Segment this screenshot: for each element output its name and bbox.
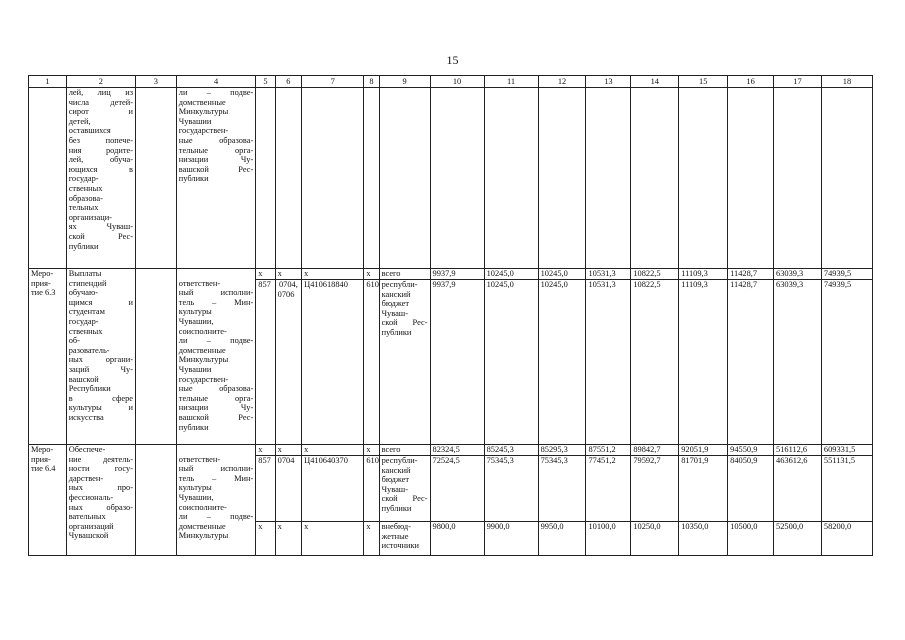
cell-measure-name-line: культуры и — [68, 403, 134, 413]
budget-table — [28, 75, 873, 556]
cell-value-2031-2035 — [821, 445, 872, 456]
cell-value-2026-2030 — [774, 269, 822, 280]
column-number-row — [29, 76, 873, 88]
cell-measure-name-line: лей, обуча- — [68, 155, 134, 165]
cell-empty — [379, 88, 430, 269]
cell-empty — [364, 88, 379, 269]
cell-executor-line: Чувашии, — [178, 492, 214, 502]
cell-section-line: 0704 — [277, 456, 295, 465]
cell-empty — [256, 88, 275, 269]
cell-target-article — [302, 456, 364, 522]
column-number-6: 6 — [275, 76, 302, 88]
cell-measure-name-line: вательных — [68, 512, 106, 522]
cell-value-2026-2030 — [774, 280, 822, 445]
cell-empty — [728, 88, 774, 269]
cell-value-2026-2030 — [774, 522, 822, 556]
cell-measure-name-line: в сфере — [68, 393, 134, 403]
cell-executor-line: соисполните- — [178, 502, 227, 512]
cell-section-line: 0706 — [277, 289, 295, 299]
cell-value-2025-line: 11428,7 — [730, 280, 758, 289]
cell-expense-type — [364, 522, 379, 556]
cell-empty — [631, 88, 679, 269]
cell-section-line: 0704, — [278, 280, 298, 289]
cell-measure-name-line: ния родите- — [68, 145, 134, 155]
cell-executor — [176, 269, 256, 445]
cell-empty — [275, 88, 302, 269]
cell-value-2031-2035-line: 58200,0 — [823, 522, 852, 531]
cell-measure-name-line: заций Чу- — [68, 364, 134, 374]
column-number-5: 5 — [256, 76, 275, 88]
cell-grbs-line: 857 — [258, 280, 271, 289]
cell-executor-line: домственные — [178, 97, 226, 107]
cell-value-2024-line: 92051,9 — [681, 445, 709, 454]
cell-value-2031-2035 — [821, 280, 872, 445]
cell-grbs-line: x — [258, 445, 263, 454]
cell-funding-source-line: ской Рес- — [381, 494, 428, 504]
cell-funding-source-line: источники — [381, 541, 420, 551]
cell-value-2025 — [728, 269, 774, 280]
cell-value-2019 — [430, 280, 484, 445]
cell-value-2025 — [728, 456, 774, 522]
cell-value-2019 — [430, 456, 484, 522]
cell-value-2031-2035 — [821, 269, 872, 280]
cell-value-2019 — [430, 522, 484, 556]
cell-section-line: x — [277, 522, 282, 531]
cell-measure-name-line: ющихся в — [68, 164, 134, 174]
cell-value-2026-2030-line: 463612,6 — [776, 456, 808, 465]
cell-executor-line: государствен- — [178, 126, 229, 136]
cell-value-2025-line: 84050,9 — [730, 456, 758, 465]
cell-value-2023 — [631, 445, 679, 456]
cell-grbs — [256, 456, 275, 522]
cell-value-2025-line: 10500,0 — [730, 522, 758, 531]
cell-value-2020-line: 10245,0 — [486, 280, 514, 289]
cell-value-2031-2035 — [821, 522, 872, 556]
cell-value-2023 — [631, 522, 679, 556]
cell-funding-source-line: канский — [381, 465, 411, 475]
cell-section-line: x — [277, 445, 282, 454]
cell-executor-line: ные образова- — [178, 135, 254, 145]
cell-funding-source-line: канский — [381, 289, 411, 299]
cell-measure-id — [29, 445, 67, 556]
cell-measure-name — [66, 269, 135, 445]
cell-value-2023-line: 79592,7 — [633, 456, 661, 465]
cell-value-2024-line: 11109,3 — [681, 280, 708, 289]
cell-target-article-line: x — [304, 522, 309, 531]
cell-value-2021-line: 10245,0 — [540, 269, 568, 278]
cell-funding-source — [379, 522, 430, 556]
cell-value-2021-line: 75345,3 — [540, 456, 568, 465]
cell-value-2022-line: 77451,2 — [588, 456, 616, 465]
cell-measure-name-line: публики — [68, 241, 99, 251]
cell-executor — [176, 88, 256, 269]
cell-measure-name-line: фессиональ- — [68, 492, 114, 502]
cell-measure-name-line: организаций — [68, 521, 114, 531]
cell-value-2023-line: 10822,5 — [633, 269, 661, 278]
column-number-17: 17 — [774, 76, 822, 88]
cell-empty — [774, 88, 822, 269]
cell-executor-line — [179, 269, 254, 279]
cell-value-2026-2030-line: 63039,3 — [776, 280, 804, 289]
cell-expense-type-line: 610 — [366, 456, 379, 465]
column-number-8: 8 — [364, 76, 379, 88]
cell-value-2025-line: 11428,7 — [730, 269, 758, 278]
cell-funding-source-line: бюджет — [381, 299, 409, 309]
cell-measure-name-line: Обеспече- — [68, 445, 106, 454]
column-number-1: 1 — [29, 76, 67, 88]
cell-value-2022-line: 10100,0 — [588, 522, 616, 531]
cell-executor-line: Чувашии — [178, 116, 212, 126]
cell-executor-line: ный исполни- — [178, 464, 254, 474]
cell-section — [275, 456, 302, 522]
cell-value-2023 — [631, 269, 679, 280]
cell-measure-name-line: ственных — [68, 326, 103, 336]
cell-value-2021 — [538, 280, 586, 445]
cell-measure-id-line: прия- — [31, 454, 51, 464]
cell-value-2019-line: 9800,0 — [432, 522, 456, 531]
cell-value-2022 — [586, 456, 631, 522]
cell-expense-type-line: x — [366, 445, 371, 454]
column-number-13: 13 — [586, 76, 631, 88]
cell-funding-source-line: всего — [381, 445, 401, 454]
cell-funding-source-line: внебюд- — [381, 522, 411, 531]
cell-executor-line: тельные орга- — [178, 393, 254, 403]
cell-empty — [586, 88, 631, 269]
cell-funding-source-line: жетные — [381, 531, 409, 541]
cell-measure-name-line: ской Рес- — [68, 231, 134, 241]
column-number-10: 10 — [430, 76, 484, 88]
cell-section — [275, 280, 302, 445]
cell-executor-line — [179, 445, 254, 455]
cell-funding-source-line: бюджет — [381, 475, 409, 485]
cell-value-2024-line: 10350,0 — [681, 522, 709, 531]
cell-value-2023 — [631, 280, 679, 445]
cell-executor-line: культуры — [178, 307, 212, 317]
cell-value-2023 — [631, 456, 679, 522]
cell-grbs — [256, 522, 275, 556]
cell-value-2023-line: 89842,7 — [633, 445, 661, 454]
cell-measure-name-line: оставшихся — [68, 126, 111, 136]
page-number: 15 — [446, 53, 459, 67]
cell-col3 — [136, 88, 177, 269]
column-number-9: 9 — [379, 76, 430, 88]
cell-measure-name-line: организаци- — [68, 212, 112, 222]
cell-executor-line: Минкультуры — [178, 355, 229, 365]
cell-measure-name-line: государ- — [68, 316, 99, 326]
cell-funding-source-line: республи- — [381, 280, 418, 289]
cell-value-2021 — [538, 456, 586, 522]
cell-measure-id — [29, 269, 67, 445]
cell-executor-line: домственные — [178, 521, 226, 531]
cell-value-2024 — [679, 269, 728, 280]
cell-measure-name-line: ние деятель- — [68, 454, 134, 464]
cell-executor-line: ли – подве- — [178, 336, 254, 346]
cell-value-2023-line: 10822,5 — [633, 280, 661, 289]
cell-expense-type — [364, 445, 379, 456]
cell-value-2025 — [728, 280, 774, 445]
cell-measure-name-line: щимся и — [68, 297, 134, 307]
column-number-4: 4 — [176, 76, 256, 88]
cell-value-2022 — [586, 522, 631, 556]
cell-funding-source-line: Чуваш- — [381, 484, 409, 494]
cell-empty — [821, 88, 872, 269]
cell-executor-line: ли – подве- — [178, 512, 254, 522]
cell-measure-name-line: без попече- — [68, 135, 134, 145]
column-number-14: 14 — [631, 76, 679, 88]
cell-value-2021-line: 9950,0 — [540, 522, 564, 531]
cell-measure-name — [66, 88, 135, 269]
cell-measure-name-line: об- — [68, 336, 80, 346]
cell-value-2020-line: 85245,3 — [486, 445, 514, 454]
cell-value-2031-2035-line: 609331,5 — [823, 445, 856, 454]
cell-executor-line: тель – Мин- — [178, 473, 254, 483]
cell-funding-source — [379, 445, 430, 456]
cell-measure-name-line: разователь- — [68, 345, 110, 355]
cell-section — [275, 269, 302, 280]
cell-section-line: x — [277, 269, 282, 278]
cell-value-2020 — [484, 456, 538, 522]
cell-measure-name-line: ных органи- — [68, 355, 134, 365]
cell-empty — [679, 88, 728, 269]
cell-executor-line: низации Чу- — [178, 155, 254, 165]
cell-funding-source-line: республи- — [381, 456, 418, 465]
cell-value-2025 — [728, 522, 774, 556]
cell-measure-name-line: ности госу- — [68, 464, 134, 474]
cell-value-2024 — [679, 280, 728, 445]
cell-expense-type — [364, 269, 379, 280]
cell-measure-name-line: ных про- — [68, 483, 134, 493]
cell-measure-id — [29, 88, 67, 269]
cell-executor-line: домственные — [178, 345, 226, 355]
cell-measure-name-line: дарствен- — [68, 473, 104, 483]
cell-measure-name-line: Республики — [68, 384, 111, 394]
cell-executor-line: ли – подве- — [178, 88, 254, 97]
cell-grbs — [256, 269, 275, 280]
cell-funding-source-line: публики — [381, 503, 412, 513]
cell-measure-name-line: ственных — [68, 183, 103, 193]
cell-value-2020-line: 10245,0 — [486, 269, 514, 278]
cell-executor-line: Минкультуры — [178, 107, 229, 117]
cell-expense-type-line: x — [366, 269, 371, 278]
cell-value-2021-line: 10245,0 — [540, 280, 568, 289]
cell-value-2020-line: 9900,0 — [486, 522, 510, 531]
cell-empty — [538, 88, 586, 269]
cell-measure-name-line: ях Чуваш- — [68, 222, 134, 232]
column-number-7: 7 — [302, 76, 364, 88]
cell-executor-line: вашской Рес- — [178, 412, 254, 422]
cell-measure-name-line: сирот и — [68, 107, 134, 117]
cell-executor-line: Чувашии — [178, 364, 212, 374]
cell-measure-name-line: лей, лиц из — [68, 88, 134, 97]
cell-col3 — [136, 445, 177, 556]
cell-measure-name-line: Выплаты — [68, 269, 102, 278]
cell-value-2026-2030 — [774, 456, 822, 522]
column-number-15: 15 — [679, 76, 728, 88]
table-row — [29, 88, 873, 269]
cell-value-2026-2030 — [774, 445, 822, 456]
cell-grbs-line: x — [258, 522, 263, 531]
cell-value-2022 — [586, 280, 631, 445]
cell-value-2023-line: 10250,0 — [633, 522, 661, 531]
cell-target-article — [302, 445, 364, 456]
cell-empty — [484, 88, 538, 269]
cell-value-2026-2030-line: 516112,6 — [776, 445, 808, 454]
cell-empty — [302, 88, 364, 269]
cell-measure-name-line: обучаю- — [68, 288, 98, 298]
cell-target-article-line: Ц410618840 — [304, 280, 348, 289]
cell-value-2031-2035-line: 551131,5 — [823, 456, 856, 465]
cell-measure-name — [66, 445, 135, 556]
cell-funding-source-line: публики — [381, 327, 412, 337]
cell-executor-line: ные образова- — [178, 384, 254, 394]
cell-target-article — [302, 522, 364, 556]
cell-funding-source-line: всего — [381, 269, 401, 278]
cell-measure-name-line: государ- — [68, 174, 99, 184]
cell-value-2020 — [484, 522, 538, 556]
column-number-2: 2 — [66, 76, 135, 88]
cell-value-2019-line: 9937,9 — [432, 280, 456, 289]
cell-executor-line: государствен- — [178, 374, 229, 384]
cell-measure-name-line: тельных — [68, 203, 99, 213]
cell-grbs — [256, 280, 275, 445]
cell-grbs — [256, 445, 275, 456]
cell-measure-name-line: образова- — [68, 193, 103, 203]
cell-value-2019 — [430, 445, 484, 456]
cell-executor-line: публики — [178, 422, 209, 432]
cell-value-2021-line: 85295,3 — [540, 445, 568, 454]
table-row — [29, 445, 873, 456]
cell-value-2025 — [728, 445, 774, 456]
cell-value-2021 — [538, 269, 586, 280]
column-number-16: 16 — [728, 76, 774, 88]
cell-executor-line: ответствен- — [178, 454, 221, 464]
cell-expense-type-line: x — [366, 522, 371, 531]
cell-measure-name-line: детей, — [68, 116, 91, 126]
cell-executor-line: тель – Мин- — [178, 297, 254, 307]
column-number-12: 12 — [538, 76, 586, 88]
cell-value-2025-line: 94550,9 — [730, 445, 758, 454]
cell-value-2020 — [484, 445, 538, 456]
cell-value-2026-2030-line: 63039,3 — [776, 269, 804, 278]
cell-value-2019-line: 9937,9 — [432, 269, 456, 278]
cell-executor-line: вашской Рес- — [178, 164, 254, 174]
cell-empty — [430, 88, 484, 269]
cell-value-2020 — [484, 280, 538, 445]
cell-measure-name-line: вашской — [68, 374, 99, 384]
cell-col3 — [136, 269, 177, 445]
cell-value-2022-line: 87551,2 — [588, 445, 616, 454]
cell-section — [275, 445, 302, 456]
cell-executor-line: ный исполни- — [178, 288, 254, 298]
cell-value-2020 — [484, 269, 538, 280]
column-number-11: 11 — [484, 76, 538, 88]
cell-measure-id-line: Меро- — [31, 445, 54, 454]
cell-measure-id-line: тие 6.4 — [31, 464, 56, 474]
cell-measure-name-line: стипендий — [68, 278, 107, 288]
cell-value-2024 — [679, 522, 728, 556]
cell-measure-name-line: Чувашской — [68, 531, 109, 541]
cell-executor-line: Минкультуры — [178, 531, 229, 541]
cell-value-2022-line: 10531,3 — [588, 280, 616, 289]
cell-value-2021 — [538, 445, 586, 456]
cell-value-2031-2035-line: 74939,5 — [823, 280, 852, 289]
cell-executor-line: культуры — [178, 483, 212, 493]
cell-value-2019-line: 82324,5 — [432, 445, 460, 454]
cell-value-2022 — [586, 445, 631, 456]
cell-measure-id-line: тие 6.3 — [31, 288, 56, 298]
cell-measure-name-line: студентам — [68, 307, 105, 317]
cell-target-article — [302, 269, 364, 280]
cell-executor-line: низации Чу- — [178, 403, 254, 413]
column-number-3: 3 — [136, 76, 177, 88]
column-number-18: 18 — [821, 76, 872, 88]
cell-measure-id-line: прия- — [31, 278, 51, 288]
cell-target-article — [302, 280, 364, 445]
cell-executor-line: публики — [178, 174, 209, 184]
cell-expense-type — [364, 280, 379, 445]
cell-value-2021 — [538, 522, 586, 556]
cell-measure-id-line: Меро- — [31, 269, 54, 278]
cell-value-2022-line: 10531,3 — [588, 269, 616, 278]
table-row — [29, 269, 873, 280]
cell-funding-source — [379, 280, 430, 445]
cell-value-2019-line: 72524,5 — [432, 456, 460, 465]
cell-measure-name-line: искусства — [68, 412, 104, 422]
cell-target-article-line: Ц410640370 — [304, 456, 348, 465]
cell-value-2020-line: 75345,3 — [486, 456, 514, 465]
cell-target-article-line: x — [304, 269, 309, 278]
cell-funding-source — [379, 269, 430, 280]
cell-value-2024 — [679, 445, 728, 456]
cell-target-article-line: x — [304, 445, 309, 454]
cell-funding-source — [379, 456, 430, 522]
cell-expense-type-line: 610 — [366, 280, 379, 289]
cell-executor — [176, 445, 256, 556]
cell-section — [275, 522, 302, 556]
cell-value-2026-2030-line: 52500,0 — [776, 522, 804, 531]
cell-value-2031-2035-line: 74939,5 — [823, 269, 852, 278]
cell-value-2019 — [430, 269, 484, 280]
cell-executor-line: тельные орга- — [178, 145, 254, 155]
cell-grbs-line: x — [258, 269, 263, 278]
cell-value-2024 — [679, 456, 728, 522]
cell-executor-line: ответствен- — [178, 278, 221, 288]
cell-value-2024-line: 81701,9 — [681, 456, 709, 465]
cell-value-2024-line: 11109,3 — [681, 269, 708, 278]
cell-funding-source-line: ской Рес- — [381, 318, 428, 328]
cell-measure-name-line: числа детей- — [68, 97, 134, 107]
cell-expense-type — [364, 456, 379, 522]
cell-value-2022 — [586, 269, 631, 280]
cell-measure-name-line: ных образо- — [68, 502, 134, 512]
cell-executor-line: Чувашии, — [178, 316, 214, 326]
cell-value-2031-2035 — [821, 456, 872, 522]
cell-funding-source-line: Чуваш- — [381, 308, 409, 318]
cell-executor-line: соисполните- — [178, 326, 227, 336]
cell-grbs-line: 857 — [258, 456, 271, 465]
